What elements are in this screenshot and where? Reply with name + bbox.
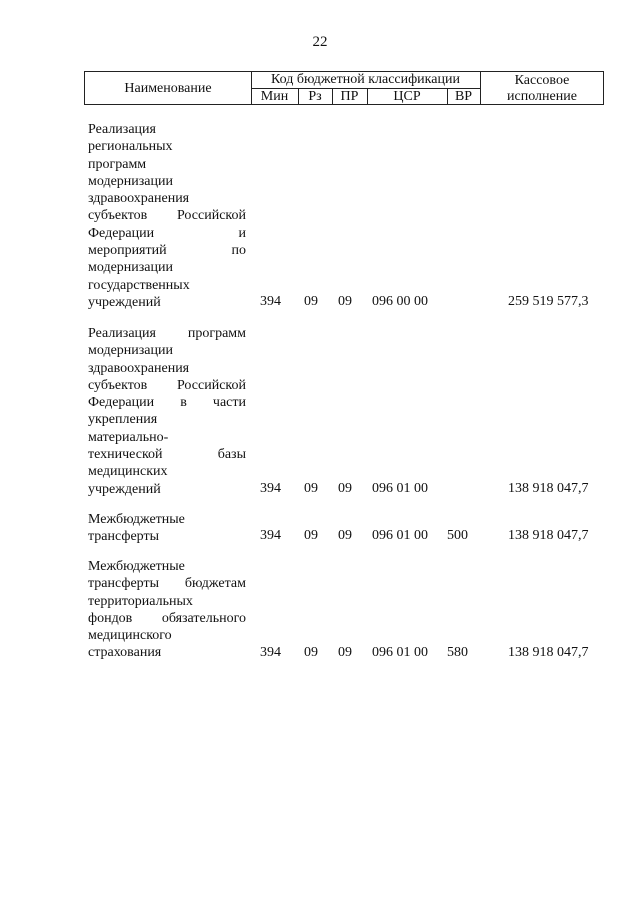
name-line: фондов обязательного — [88, 610, 246, 626]
name-line: учреждений — [88, 294, 161, 310]
cell-rz: 09 — [304, 481, 318, 496]
cell-min: 394 — [260, 481, 281, 496]
name-line: мероприятий по — [88, 243, 246, 259]
name-line: Реализация программ — [88, 326, 246, 341]
name-line: программ — [88, 156, 147, 172]
cell-rz: 09 — [304, 528, 318, 543]
name-line: государственных — [88, 277, 190, 293]
cell-amount: 138 918 047,7 — [508, 645, 589, 660]
cell-csr: 096 00 00 — [372, 294, 428, 309]
name-line: Межбюджетные — [88, 559, 185, 574]
cell-vr: 580 — [447, 645, 468, 660]
row-name — [88, 325, 246, 498]
header-execution — [480, 72, 604, 106]
cell-rz: 09 — [304, 294, 318, 309]
name-line: модернизации — [88, 260, 173, 276]
name-line: субъектов Российской — [88, 208, 246, 224]
name-line: медицинского — [88, 628, 172, 644]
header-budget-code: Код бюджетной классификации — [271, 72, 460, 87]
header-vr: ВР — [454, 88, 473, 104]
name-line: субъектов Российской — [88, 377, 246, 393]
name-line: региональных — [88, 139, 173, 155]
name-line: Федерации в части — [88, 395, 246, 411]
name-line: модернизации — [88, 343, 173, 359]
header-csr: ЦСР — [393, 88, 421, 104]
name-line: трансферты — [88, 529, 160, 545]
name-line: Межбюджетные — [88, 512, 185, 527]
header-execution-line1: Кассовое — [514, 73, 570, 88]
header-min: Мин — [260, 88, 289, 104]
header-execution-line2: исполнение — [507, 89, 577, 104]
page-number: 22 — [312, 34, 328, 50]
cell-min: 394 — [260, 528, 281, 543]
name-line: здравоохранения — [88, 191, 190, 207]
cell-amount: 138 918 047,7 — [508, 528, 589, 543]
name-line: учреждений — [88, 481, 161, 497]
name-line: страхования — [88, 645, 162, 661]
cell-amount: 138 918 047,7 — [508, 481, 589, 496]
cell-pr: 09 — [338, 294, 352, 309]
cell-min: 394 — [260, 645, 281, 660]
name-line: здравоохранения — [88, 360, 190, 376]
name-line: Реализация — [88, 122, 156, 137]
cell-amount: 259 519 577,3 — [508, 294, 589, 309]
cell-pr: 09 — [338, 481, 352, 496]
cell-min: 394 — [260, 294, 281, 309]
cell-csr: 096 01 00 — [372, 481, 428, 496]
cell-csr: 096 01 00 — [372, 645, 428, 660]
name-line: Федерации и — [88, 225, 246, 241]
cell-pr: 09 — [338, 528, 352, 543]
header-rz: Рз — [308, 88, 322, 104]
name-line: материально- — [88, 429, 169, 445]
cell-rz: 09 — [304, 645, 318, 660]
header-pr: ПР — [340, 88, 359, 104]
name-line: технической базы — [88, 447, 246, 463]
table-header — [84, 71, 604, 105]
cell-pr: 09 — [338, 645, 352, 660]
cell-csr: 096 01 00 — [372, 528, 428, 543]
name-line: территориальных — [88, 593, 193, 609]
row-name — [88, 558, 246, 662]
name-line: модернизации — [88, 173, 173, 189]
name-line: трансферты бюджетам — [88, 576, 246, 592]
row-name — [88, 121, 246, 311]
header-name: Наименование — [124, 81, 212, 96]
row-name — [88, 511, 246, 546]
name-line: медицинских — [88, 464, 168, 480]
cell-vr: 500 — [447, 528, 468, 543]
name-line: укрепления — [88, 412, 158, 428]
